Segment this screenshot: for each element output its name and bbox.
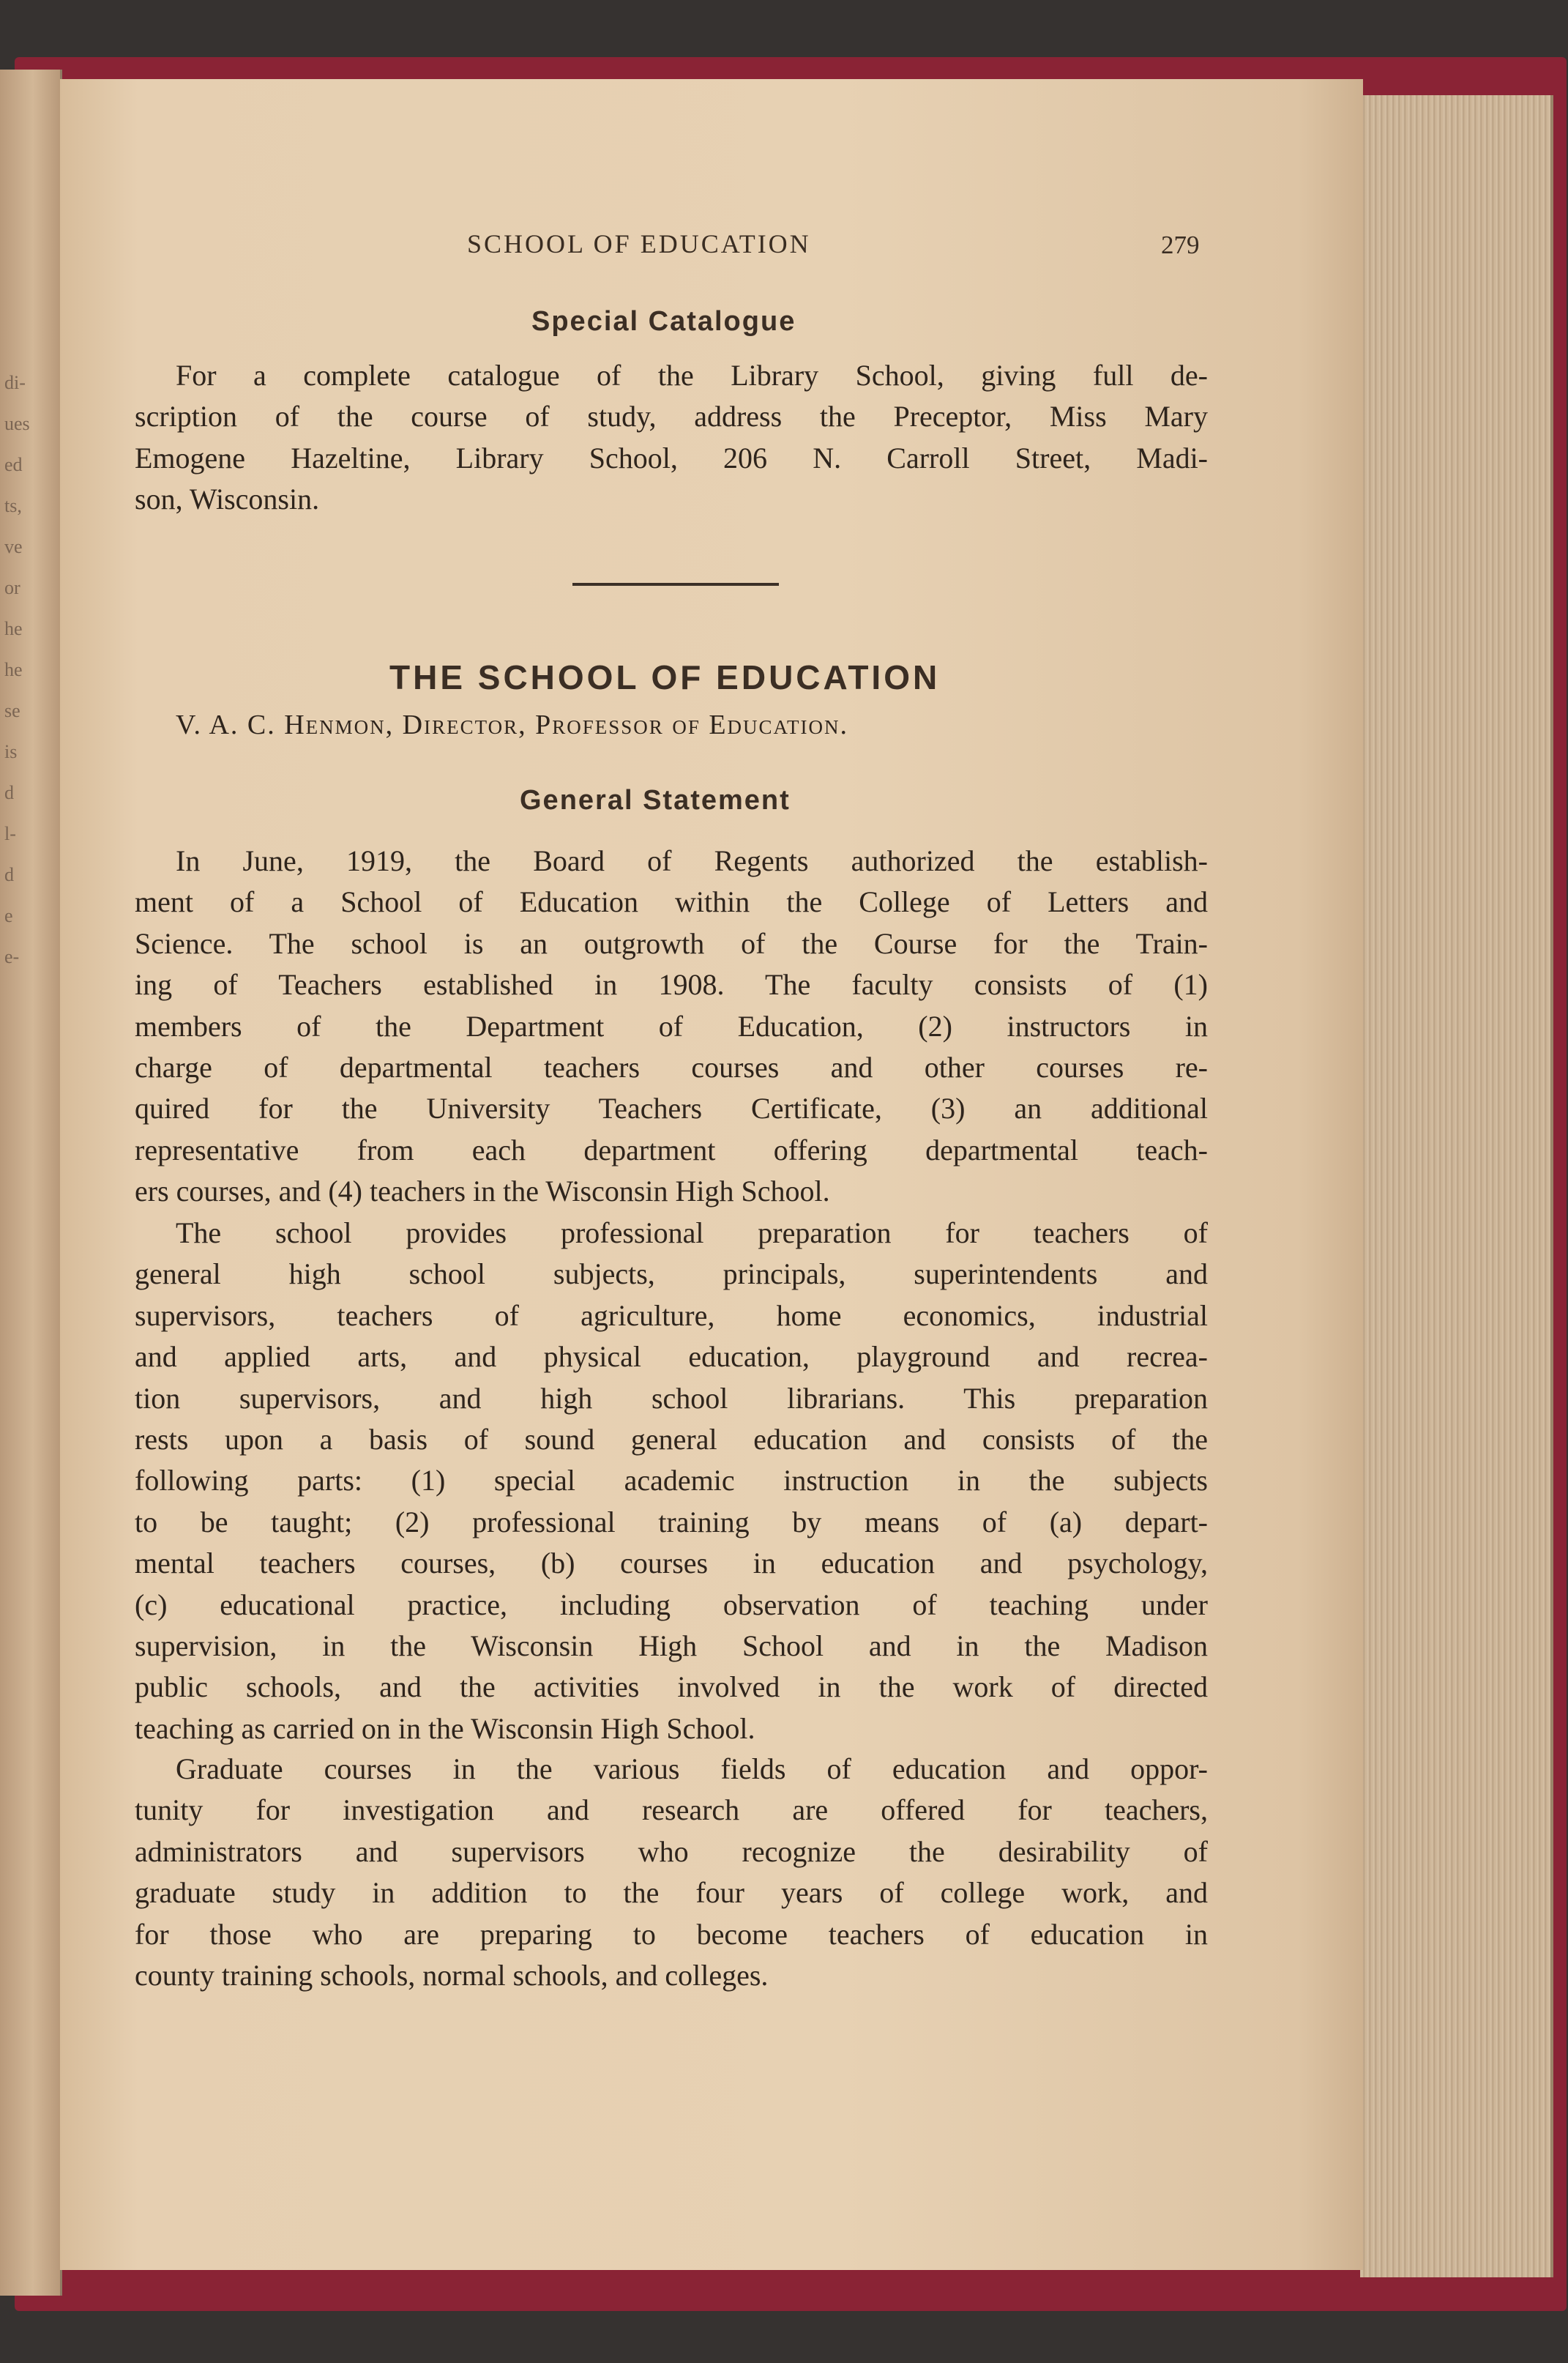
left-page-fragment: se <box>4 700 20 721</box>
text-line: tion supervisors, and high school librarians. This preparation <box>135 1381 1208 1415</box>
text-line: members of the Department of Education, (2) instructors in <box>135 1009 1208 1043</box>
page-number: 279 <box>1161 231 1200 259</box>
text-line: Graduate courses in the various fields of education and oppor- <box>176 1752 1208 1785</box>
left-page-fragment: d <box>4 864 14 885</box>
text-line: son, Wisconsin. <box>135 483 320 516</box>
text-line: mental teachers courses, (b) courses in education and psychology, <box>135 1547 1208 1580</box>
left-page-fragment: ve <box>4 536 23 557</box>
text-line: graduate study in addition to the four years of college work, and <box>135 1876 1208 1910</box>
text-line: scription of the course of study, address the Preceptor, Miss Mary <box>135 400 1208 433</box>
text-line: (c) educational practice, including observation of teaching under <box>135 1588 1208 1621</box>
text-line: following parts: (1) special academic instruction in the subjects <box>135 1464 1208 1497</box>
text-line: In June, 1919, the Board of Regents authorized the establish- <box>176 844 1208 877</box>
left-page-fragment: di- <box>4 372 26 393</box>
special-catalogue-paragraph <box>135 355 1208 521</box>
text-line: Emogene Hazeltine, Library School, 206 N. Carroll Street, Madi- <box>135 441 1208 475</box>
text-line: Science. The school is an outgrowth of the Course for the Train- <box>135 926 1208 960</box>
left-page-fragment: he <box>4 659 23 680</box>
text-line: administrators and supervisors who recognize the desirability of <box>135 1834 1208 1868</box>
text-line: ing of Teachers established in 1908. The faculty consists of (1) <box>135 968 1208 1002</box>
left-facing-page-edge <box>0 70 62 2296</box>
left-page-fragment: ed <box>4 454 23 475</box>
text-line: tunity for investigation and research are offered for teachers, <box>135 1793 1208 1827</box>
director-line: V. A. C. Henmon, Director, Professor of Education. <box>176 710 849 740</box>
text-line: and applied arts, and physical education, playground and recrea- <box>135 1340 1208 1374</box>
paragraph-faculty <box>135 841 1208 1213</box>
section-divider-rule <box>572 583 779 586</box>
text-line: The school provides professional preparation for teachers of <box>176 1216 1208 1249</box>
left-page-fragment: is <box>4 741 18 762</box>
running-header: SCHOOL OF EDUCATION <box>467 229 811 258</box>
left-page-fragment: ts, <box>4 495 22 516</box>
paragraph-graduate-courses <box>135 1749 1208 1996</box>
text-line: supervisors, teachers of agriculture, home economics, industrial <box>135 1298 1208 1332</box>
left-page-fragment: d <box>4 782 14 803</box>
text-line: charge of departmental teachers courses and other courses re- <box>135 1051 1208 1084</box>
left-page-fragment: he <box>4 618 23 639</box>
page-stack-edge <box>1360 95 1553 2277</box>
text-line: ment of a School of Education within the College of Letters and <box>135 885 1208 919</box>
text-line: county training schools, normal schools, and colleges. <box>135 1959 769 1992</box>
text-line: ers courses, and (4) teachers in the Wisconsin High School. <box>135 1175 830 1208</box>
general-statement-heading: General Statement <box>520 785 791 816</box>
left-page-fragment: e- <box>4 946 20 967</box>
text-line: supervision, in the Wisconsin High School and in the Madison <box>135 1629 1208 1663</box>
text-line: representative from each department offering departmental teach- <box>135 1133 1208 1166</box>
left-page-fragment: ues <box>4 413 30 434</box>
paragraph-preparation <box>135 1213 1208 1749</box>
left-page-fragment: or <box>4 577 20 598</box>
text-line: teaching as carried on in the Wisconsin High School. <box>135 1711 755 1745</box>
text-line: For a complete catalogue of the Library School, giving full de- <box>176 359 1208 392</box>
left-page-fragment: e <box>4 905 13 926</box>
school-of-education-heading: THE SCHOOL OF EDUCATION <box>389 658 941 696</box>
left-page-text-fragments <box>4 362 30 978</box>
left-page-fragment: l- <box>4 823 16 844</box>
text-line: quired for the University Teachers Certificate, (3) an additional <box>135 1092 1208 1125</box>
text-line: to be taught; (2) professional training by means of (a) depart- <box>135 1505 1208 1538</box>
special-catalogue-heading: Special Catalogue <box>531 306 796 337</box>
text-line: public schools, and the activities involved in the work of directed <box>135 1670 1208 1704</box>
text-line: rests upon a basis of sound general education and consists of the <box>135 1423 1208 1456</box>
text-line: for those who are preparing to become teachers of education in <box>135 1917 1208 1951</box>
text-line: general high school subjects, principals, superintendents and <box>135 1257 1208 1291</box>
